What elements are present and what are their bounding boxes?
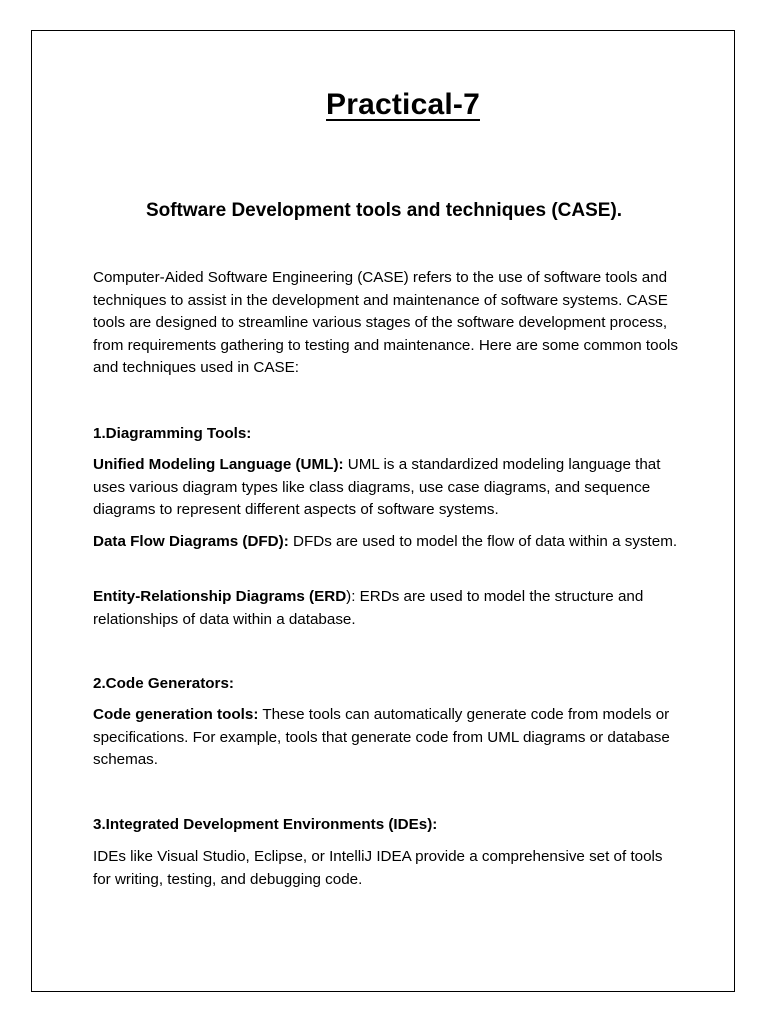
section-heading-code-generators: 2.Code Generators: xyxy=(93,675,234,692)
item-code-generation-term: Code generation tools: xyxy=(93,706,259,723)
item-uml-text: UML is a standardized modeling language that uses various diagram types like class diagrams, use case diagrams, and sequence diagrams to represent different aspects of software systems. xyxy=(93,456,661,518)
item-code-generation-text: These tools can automatically generate code from models or specifications. For example, tools that generate code from UML diagrams or database schemas. xyxy=(93,706,670,768)
section-heading-ides: 3.Integrated Development Environments (IDEs): xyxy=(93,816,438,833)
item-erd-term: Entity-Relationship Diagrams (ERD xyxy=(93,588,347,605)
item-ides-text: IDEs like Visual Studio, Eclipse, or IntelliJ IDEA provide a comprehensive set of tools for writing, testing, and debugging code. xyxy=(93,848,663,888)
item-uml-term: Unified Modeling Language (UML): xyxy=(93,456,344,473)
document-title: Practical-7 xyxy=(326,88,480,121)
item-code-generation xyxy=(93,704,683,772)
item-dfd-term: Data Flow Diagrams (DFD): xyxy=(93,533,289,550)
item-erd xyxy=(93,586,683,631)
intro-paragraph xyxy=(93,267,683,380)
intro-text: Computer-Aided Software Engineering (CASE) refers to the use of software tools and techniques to assist in the development and maintenance of software systems. CASE tools are designed to streamline various stages of the software development process, from requirements gathering to testing and maintenance. Here are some common tools and techniques used in CASE: xyxy=(93,269,679,376)
document-subtitle: Software Development tools and techniques (CASE). xyxy=(145,200,623,221)
item-dfd xyxy=(93,531,683,554)
item-uml xyxy=(93,454,683,522)
item-ides xyxy=(93,846,683,891)
section-heading-diagramming: 1.Diagramming Tools: xyxy=(93,425,252,442)
item-erd-text: ): ERDs are used to model the structure and relationships of data within a database. xyxy=(93,588,644,628)
item-dfd-text: DFDs are used to model the flow of data within a system. xyxy=(288,533,678,550)
